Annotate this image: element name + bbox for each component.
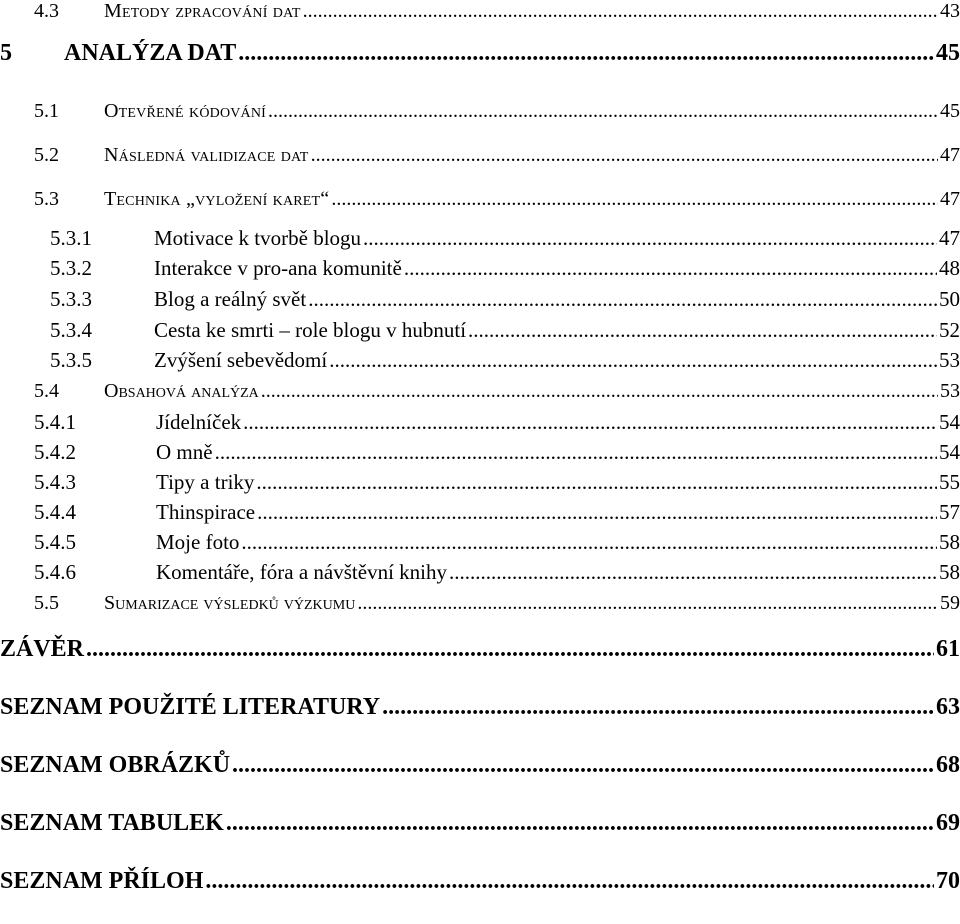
toc-number: 5.4.6 — [34, 560, 76, 584]
toc-title: Otevřené kódování — [104, 100, 267, 122]
toc-title: Následná validizace dat — [104, 144, 309, 166]
toc-entry-5-3-2[interactable] — [0, 256, 960, 281]
toc-entry-zaver[interactable] — [0, 636, 960, 663]
toc-page-number: 55 — [939, 470, 960, 494]
toc-title: Tipy a triky — [156, 470, 255, 494]
dot-leader — [404, 256, 937, 281]
toc-page-number: 57 — [939, 500, 960, 524]
toc-number: 5.4.1 — [34, 410, 76, 434]
toc-entry-5-3-1[interactable] — [0, 226, 960, 251]
dot-leader — [363, 226, 937, 251]
toc-title: Moje foto — [156, 530, 240, 554]
toc-page-number: 52 — [939, 318, 960, 342]
dot-leader — [261, 380, 938, 403]
toc-page-number: 54 — [939, 440, 960, 464]
toc-title: Sumarizace výsledků výzkumu — [104, 592, 356, 614]
toc-title: Metody zpracování dat — [104, 0, 301, 22]
toc-entry-appendices[interactable] — [0, 868, 960, 895]
dot-leader — [329, 348, 937, 373]
toc-entry-5-5[interactable] — [0, 592, 960, 615]
toc-title: Cesta ke smrti – role blogu v hubnutí — [154, 318, 467, 342]
dot-leader — [243, 410, 937, 435]
toc-title: SEZNAM OBRÁZKŮ — [0, 752, 231, 778]
toc-page-number: 59 — [940, 592, 960, 614]
toc-entry-5-1[interactable] — [0, 100, 960, 123]
toc-number: 5.4.2 — [34, 440, 76, 464]
toc-page-number: 45 — [936, 40, 960, 66]
dot-leader — [311, 144, 938, 167]
dot-leader — [86, 636, 934, 663]
dot-leader — [232, 752, 934, 779]
toc-title: Interakce v pro-ana komunitě — [154, 256, 402, 280]
toc-number: 5.1 — [34, 100, 59, 122]
toc-entry-5-3-5[interactable] — [0, 348, 960, 373]
toc-number: 4.3 — [34, 0, 59, 22]
toc-page-number: 47 — [940, 144, 960, 166]
toc-title: Blog a reálný svět — [154, 287, 307, 311]
dot-leader — [449, 560, 937, 585]
toc-number: 5.5 — [34, 592, 59, 614]
toc-title: ZÁVĚR — [0, 636, 85, 662]
dot-leader — [308, 287, 937, 312]
toc-title: ANALÝZA DAT — [64, 40, 237, 66]
toc-title: Motivace k tvorbě blogu — [154, 226, 362, 250]
toc-number: 5.3.2 — [50, 256, 92, 280]
dot-leader — [382, 694, 934, 721]
dot-leader — [226, 810, 934, 837]
toc-page-number: 47 — [939, 226, 960, 250]
toc-number: 5.4.3 — [34, 470, 76, 494]
toc-title: O mně — [156, 440, 213, 464]
toc-title: Zvýšení sebevědomí — [154, 348, 328, 372]
toc-page-number: 43 — [940, 0, 960, 22]
toc-number: 5.3.4 — [50, 318, 92, 342]
toc-entry-5-4-2[interactable] — [0, 440, 960, 465]
toc-number: 5.3 — [34, 188, 59, 210]
toc-title: Thinspirace — [156, 500, 256, 524]
dot-leader — [238, 40, 934, 67]
toc-entry-5-4[interactable] — [0, 380, 960, 403]
toc-entry-figures[interactable] — [0, 752, 960, 779]
toc-entry-5-4-1[interactable] — [0, 410, 960, 435]
toc-entry-5[interactable] — [0, 40, 960, 67]
toc-title: SEZNAM POUŽITÉ LITERATURY — [0, 694, 381, 720]
toc-entry-5-4-4[interactable] — [0, 500, 960, 525]
toc-title: Technika „vyložení karet“ — [104, 188, 330, 210]
dot-leader — [241, 530, 937, 555]
toc-entry-5-3[interactable] — [0, 188, 960, 211]
toc-page-number: 61 — [936, 636, 960, 662]
toc-number: 5.3.1 — [50, 226, 92, 250]
toc-number: 5.3.3 — [50, 287, 92, 311]
toc-title: Jídelníček — [156, 410, 242, 434]
toc-title: SEZNAM PŘÍLOH — [0, 868, 204, 894]
dot-leader — [205, 868, 934, 895]
dot-leader — [331, 188, 938, 211]
toc-entry-5-3-3[interactable] — [0, 287, 960, 312]
toc-number: 5.4.5 — [34, 530, 76, 554]
toc-page-number: 53 — [940, 380, 960, 402]
toc-page-number: 70 — [936, 868, 960, 894]
toc-entry-5-3-4[interactable] — [0, 318, 960, 343]
toc-entry-5-4-3[interactable] — [0, 470, 960, 495]
dot-leader — [468, 318, 937, 343]
toc-entry-5-2[interactable] — [0, 144, 960, 167]
toc-number: 5.2 — [34, 144, 59, 166]
toc-number: 5.3.5 — [50, 348, 92, 372]
toc-page-number: 54 — [939, 410, 960, 434]
toc-entry-5-4-5[interactable] — [0, 530, 960, 555]
toc-page-number: 50 — [939, 287, 960, 311]
toc-page-number: 63 — [936, 694, 960, 720]
toc-page-number: 68 — [936, 752, 960, 778]
toc-number: 5.4 — [34, 380, 59, 402]
dot-leader — [303, 0, 938, 23]
dot-leader — [257, 500, 937, 525]
toc-page-number: 58 — [939, 530, 960, 554]
toc-entry-tables[interactable] — [0, 810, 960, 837]
toc-page-number: 48 — [939, 256, 960, 280]
toc-page-number: 47 — [940, 188, 960, 210]
toc-entry-5-4-6[interactable] — [0, 560, 960, 585]
toc-title: Komentáře, fóra a návštěvní knihy — [156, 560, 447, 584]
dot-leader — [215, 440, 937, 465]
toc-page-number: 53 — [939, 348, 960, 372]
toc-page-number: 58 — [939, 560, 960, 584]
toc-entry-4-3[interactable] — [0, 0, 960, 23]
dot-leader — [357, 592, 938, 615]
toc-page-number: 45 — [940, 100, 960, 122]
toc-number: 5 — [0, 40, 12, 66]
toc-page-number: 69 — [936, 810, 960, 836]
toc-entry-literature[interactable] — [0, 694, 960, 721]
dot-leader — [256, 470, 937, 495]
dot-leader — [268, 100, 938, 123]
toc-number: 5.4.4 — [34, 500, 76, 524]
toc-title: Obsahová analýza — [104, 380, 259, 402]
toc-title: SEZNAM TABULEK — [0, 810, 224, 836]
